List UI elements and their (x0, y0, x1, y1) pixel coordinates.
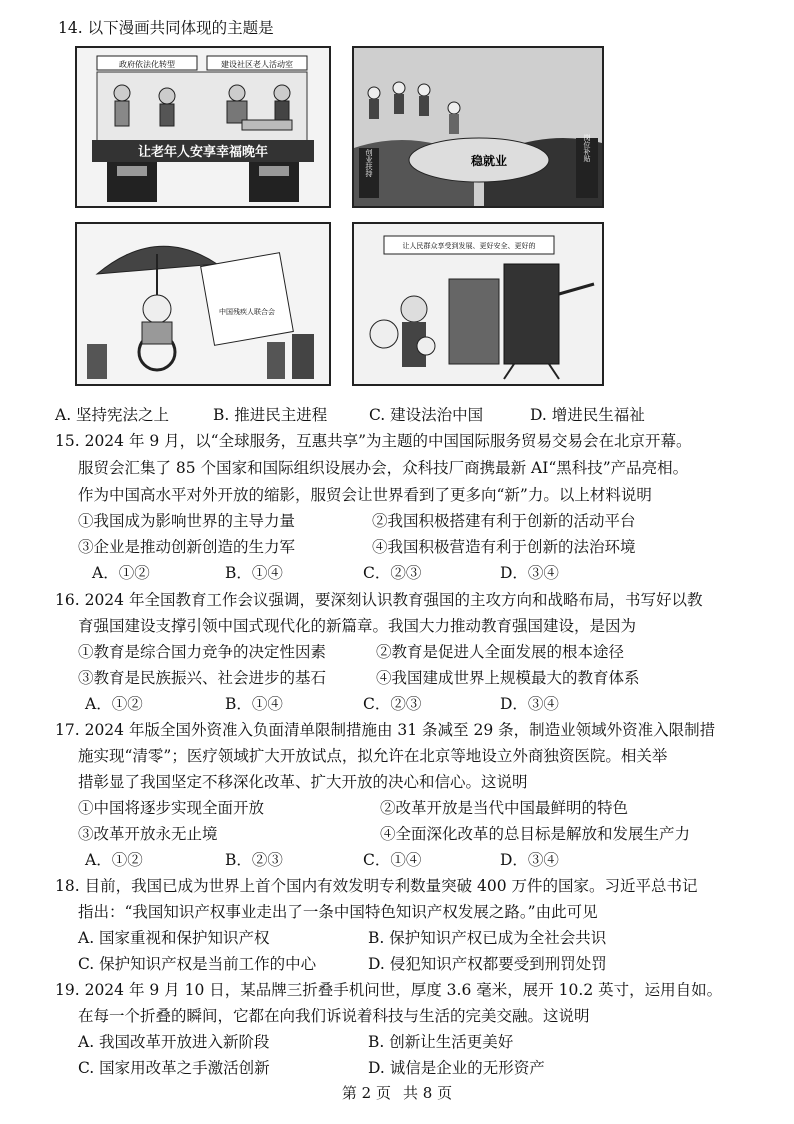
q19-option-a[interactable]: A. 我国改革开放进入新阶段 (78, 1033, 270, 1051)
q18-option-d[interactable]: D. 侵犯知识产权都要受到刑罚处罚 (368, 955, 607, 973)
q15-item-3: ③企业是推动创新创造的生力军 (78, 538, 296, 556)
comic3-document: 中国残疾人联合会 (219, 308, 275, 316)
page-total: 共 8 页 (403, 1084, 453, 1102)
q16-item-2: ②教育是促进人全面发展的根本途径 (376, 643, 625, 661)
comic2-sleeve-left: 创业扶持 (365, 149, 373, 177)
comic-disability-umbrella-illustration (77, 224, 329, 384)
page-footer (0, 1082, 794, 1103)
comic2-hand-text: 稳就业 (470, 154, 508, 168)
q15-option-a[interactable]: A．①② (92, 564, 150, 582)
q19-stem-line-1: 19. 2024 年 9 月 10 日，某品牌三折叠手机问世，厚度 3.6 毫米，展开 10.2 英寸，运用自如。 (55, 981, 723, 999)
q17-stem-line-2: 施实现“清零”；医疗领域扩大开放试点，拟允许在北京等地设立外商独资医院。相关举 (78, 747, 668, 765)
q19-option-c[interactable]: C. 国家用改革之手激活创新 (78, 1059, 270, 1077)
comic2-sleeve-right: 岗位补贴 (583, 134, 591, 162)
comic1-sign-right: 建设社区老人活动室 (221, 60, 293, 69)
comic-panel-3 (75, 222, 331, 386)
q17-option-b[interactable]: B．②③ (225, 851, 283, 869)
q16-option-a[interactable]: A．①② (85, 695, 143, 713)
q17-option-d[interactable]: D．③④ (500, 851, 559, 869)
q14-option-d[interactable]: D. 增进民生福祉 (530, 406, 645, 424)
q15-stem-line-2: 服贸会汇集了 85 个国家和国际组织设展办会，众科技厂商携最新 AI“黑科技”产品亮相。 (78, 459, 689, 477)
q15-option-c[interactable]: C．②③ (363, 564, 422, 582)
q14-option-a[interactable]: A. 坚持宪法之上 (55, 406, 170, 424)
comic4-bubble: 让人民群众享受到发展、更好安全、更好的 (402, 242, 536, 250)
q18-option-b[interactable]: B. 保护知识产权已成为全社会共识 (368, 929, 607, 947)
comic-development-sharing-illustration (354, 224, 602, 384)
q15-item-4: ④我国积极营造有利于创新的法治环境 (372, 538, 636, 556)
q19-option-d[interactable]: D. 诚信是企业的无形资产 (368, 1059, 545, 1077)
q16-stem-line-2: 育强国建设支撑引领中国式现代化的新篇章。我国大力推动教育强国建设，是因为 (78, 617, 637, 635)
q14-option-b[interactable]: B. 推进民主进程 (213, 406, 328, 424)
q14-option-c[interactable]: C. 建设法治中国 (369, 406, 484, 424)
q17-stem-line-1: 17. 2024 年版全国外资准入负面清单限制措施由 31 条减至 29 条，制造业领域外资准入限制措 (55, 721, 716, 739)
comic-employment-handshake-illustration (354, 48, 602, 206)
q18-stem-line-2: 指出：“我国知识产权事业走出了一条中国特色知识产权发展之路。”由此可见 (78, 903, 598, 921)
q17-item-3: ③改革开放永无止境 (78, 825, 218, 843)
q15-item-2: ②我国积极搭建有利于创新的活动平台 (372, 512, 636, 530)
q15-item-1: ①我国成为影响世界的主导力量 (78, 512, 296, 530)
q19-option-b[interactable]: B. 创新让生活更美好 (368, 1033, 514, 1051)
q15-stem-line-3: 作为中国高水平对外开放的缩影，服贸会让世界看到了更多向“新”力。以上材料说明 (78, 486, 652, 504)
q17-item-2: ②改革开放是当代中国最鲜明的特色 (380, 799, 629, 817)
q15-option-b[interactable]: B．①④ (225, 564, 283, 582)
q16-item-3: ③教育是民族振兴、社会进步的基石 (78, 669, 327, 687)
comic-panel-1 (75, 46, 331, 208)
q18-stem-line-1: 18. 目前，我国已成为世界上首个国内有效发明专利数量突破 400 万件的国家。习近平总书记 (55, 877, 698, 895)
q16-item-4: ④我国建成世界上规模最大的教育体系 (376, 669, 640, 687)
page-number: 第 2 页 (341, 1084, 391, 1102)
q16-option-c[interactable]: C．②③ (363, 695, 422, 713)
q16-stem-line-1: 16. 2024 年全国教育工作会议强调，要深刻认识教育强国的主攻方向和战略布局，书写好以教 (55, 591, 703, 609)
q15-stem-line-1: 15. 2024 年 9 月，以“全球服务，互惠共享”为主题的中国国际服务贸易交易会在北京开幕。 (55, 432, 692, 450)
q17-stem-line-3: 措彰显了我国坚定不移深化改革、扩大开放的决心和信心。这说明 (78, 773, 528, 791)
comic-panel-2 (352, 46, 604, 208)
q17-option-c[interactable]: C．①④ (363, 851, 422, 869)
q19-stem-line-2: 在每一个折叠的瞬间，它都在向我们诉说着科技与生活的完美交融。这说明 (78, 1007, 590, 1025)
q17-item-4: ④全面深化改革的总目标是解放和发展生产力 (380, 825, 691, 843)
comic1-sign-left: 政府依法化转型 (119, 60, 175, 69)
q14-stem: 14. 以下漫画共同体现的主题是 (58, 19, 274, 37)
comic-elderly-care-illustration (77, 48, 329, 206)
q18-option-a[interactable]: A. 国家重视和保护知识产权 (78, 929, 270, 947)
q17-item-1: ①中国将逐步实现全面开放 (78, 799, 265, 817)
q16-option-b[interactable]: B．①④ (225, 695, 283, 713)
comic1-banner: 让老年人安享幸福晚年 (137, 145, 269, 160)
q15-option-d[interactable]: D．③④ (500, 564, 559, 582)
q18-option-c[interactable]: C. 保护知识产权是当前工作的中心 (78, 955, 317, 973)
comic-panel-4 (352, 222, 604, 386)
q16-option-d[interactable]: D．③④ (500, 695, 559, 713)
q17-option-a[interactable]: A．①② (85, 851, 143, 869)
q16-item-1: ①教育是综合国力竞争的决定性因素 (78, 643, 327, 661)
